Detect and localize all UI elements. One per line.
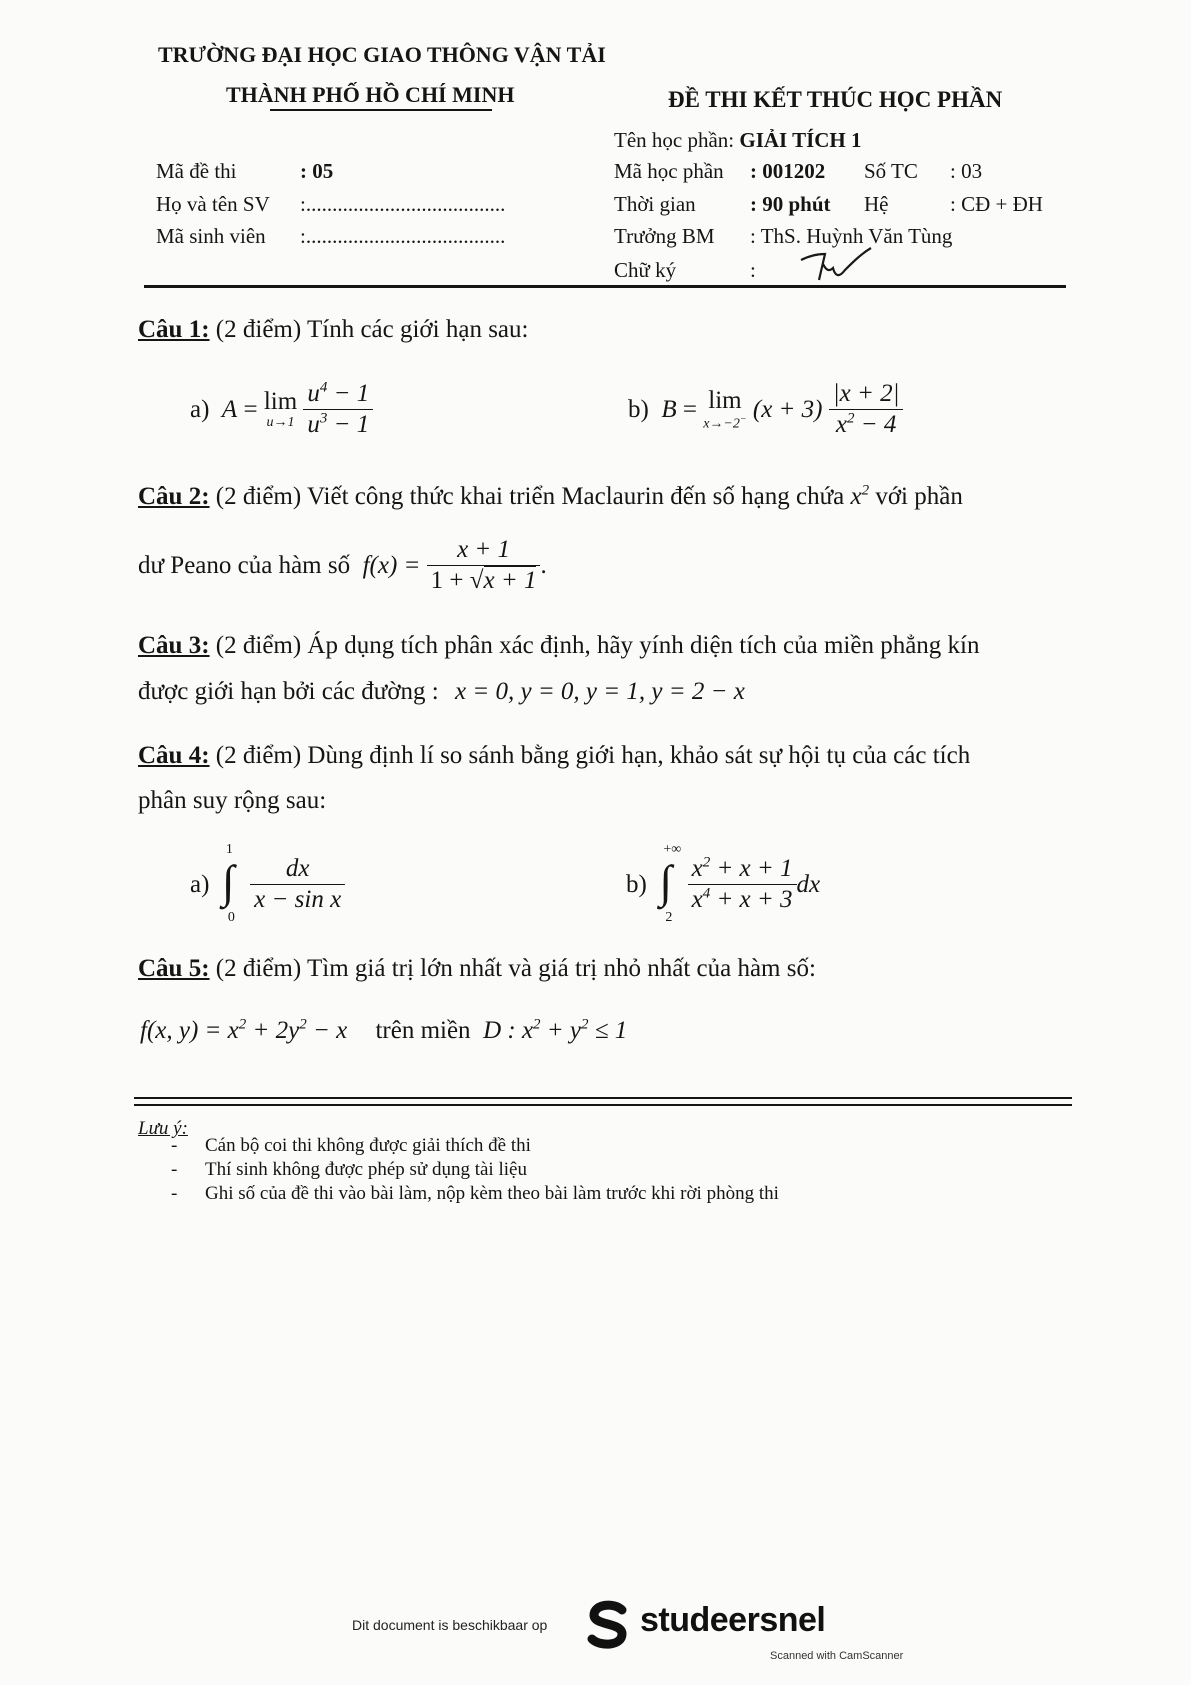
question-4-label: Câu 4:: [138, 742, 210, 769]
notes-title: Lưu ý:: [138, 1118, 188, 1139]
question-2-line2: dư Peano của hàm số f(x) = $\frac{x + 1}{1 + √x + 1}$ .: [138, 536, 547, 594]
exam-title: ĐỀ THI KẾT THÚC HỌC PHẦN: [668, 87, 1003, 112]
formula-4a: a) ∫ 1 0 $\frac{dx}{\text{x − sin x}}$: [190, 850, 345, 920]
question-2: [138, 483, 963, 511]
question-1-text: (2 điểm) Tính các giới hạn sau:: [215, 316, 529, 343]
question-2-tail: với phần: [875, 483, 963, 510]
system-value: : CĐ + ĐH: [950, 192, 1043, 216]
question-4: [138, 742, 970, 770]
student-id-label: Mã sinh viên: [156, 224, 266, 248]
course-name-row: [614, 128, 862, 153]
signature-colon: :: [750, 258, 756, 282]
credits-label: Số TC: [864, 159, 918, 183]
course-code-label: Mã học phần: [614, 159, 724, 183]
camscanner-text: Scanned with CamScanner: [770, 1650, 904, 1662]
question-3-expr: x = 0, y = 0, y = 1, y = 2 − x: [455, 678, 745, 705]
time-value: : 90 phút: [750, 192, 831, 216]
question-2-term: $x^2$: [850, 482, 870, 510]
question-3-label: Câu 3:: [138, 632, 210, 659]
question-5-domain-word: trên miền: [375, 1017, 471, 1044]
exam-code-value: : 05: [300, 159, 334, 183]
notes-divider-top: [134, 1097, 1072, 1099]
question-5-label: Câu 5:: [138, 955, 210, 982]
exam-code-label: Mã đề thi: [156, 159, 237, 183]
school-name-line2: THÀNH PHỐ HỒ CHÍ MINH: [226, 82, 515, 107]
question-3: [138, 632, 980, 660]
studeersnel-brand: studeersnel: [640, 1601, 826, 1639]
question-3-text: (2 điểm) Áp dụng tích phân xác định, hãy yính diện tích của miền phẳng kín: [215, 632, 980, 659]
formula-4b: b) ∫ +∞ 2 $\frac{x^2 + x + 1}{x^4 + x + 3}$ dx: [626, 842, 821, 925]
school-name-line1: TRƯỜNG ĐẠI HỌC GIAO THÔNG VẬN TẢI: [158, 42, 606, 67]
question-2-text: (2 điểm) Viết công thức khai triển Maclaurin đến số hạng chứa: [215, 483, 845, 510]
head-label: Trưởng BM: [614, 224, 715, 248]
school-underline: [270, 109, 492, 111]
question-5-formula: f(x, $y) = x^2 + 2y^2 - x$ trên miền D : $x^2 + y^2 \le 1$: [140, 1016, 628, 1044]
student-name-field: :......................................: [300, 192, 506, 216]
question-3-line2-text: được giới hạn bởi các đường :: [138, 678, 439, 705]
note-item: - Thí sinh không được phép sử dụng tài liệu: [171, 1159, 527, 1180]
question-2-label: Câu 2:: [138, 483, 210, 510]
credits-value: : 03: [950, 159, 983, 183]
question-1: [138, 316, 528, 344]
question-5: [138, 955, 816, 983]
header-divider: [144, 285, 1066, 288]
course-name-label: Tên học phần:: [614, 128, 735, 152]
question-3-line2: [138, 678, 745, 706]
course-name-value: GIẢI TÍCH 1: [739, 128, 862, 152]
formula-1a: a) A = lim u→1 $\frac{u^4 - 1}{u^3 - 1}$: [190, 380, 373, 440]
footer-available-text: Dit document is beschikbaar op: [352, 1617, 548, 1633]
notes-divider-bottom: [134, 1104, 1072, 1106]
system-label: Hệ: [864, 192, 889, 216]
time-label: Thời gian: [614, 192, 696, 216]
note-item: - Ghi số của đề thi vào bài làm, nộp kèm theo bài làm trước khi rời phòng thi: [171, 1183, 779, 1204]
notes-list: [171, 1134, 779, 1206]
course-code-value: : 001202: [750, 159, 826, 183]
note-item: - Cán bộ coi thi không được giải thích đề thi: [171, 1135, 531, 1156]
question-5-text: (2 điểm) Tìm giá trị lớn nhất và giá trị nhỏ nhất của hàm số:: [215, 955, 816, 982]
question-4-text: (2 điểm) Dùng định lí so sánh bằng giới hạn, khảo sát sự hội tụ của các tích: [215, 742, 971, 769]
question-4-line2: phân suy rộng sau:: [138, 787, 327, 814]
signature-label: Chữ ký: [614, 258, 677, 282]
head-value: : ThS. Huỳnh Văn Tùng: [750, 224, 953, 248]
studeersnel-logo-icon: [586, 1600, 630, 1650]
formula-1b: b) B = lim x→−2− (x + 3) $\frac{|x + 2|}{x^2 - 4}$: [628, 380, 903, 440]
question-1-label: Câu 1:: [138, 316, 210, 343]
question-2-line2-text: dư Peano của hàm số: [138, 551, 351, 579]
student-name-label: Họ và tên SV: [156, 192, 270, 216]
student-id-field: :......................................: [300, 224, 506, 248]
